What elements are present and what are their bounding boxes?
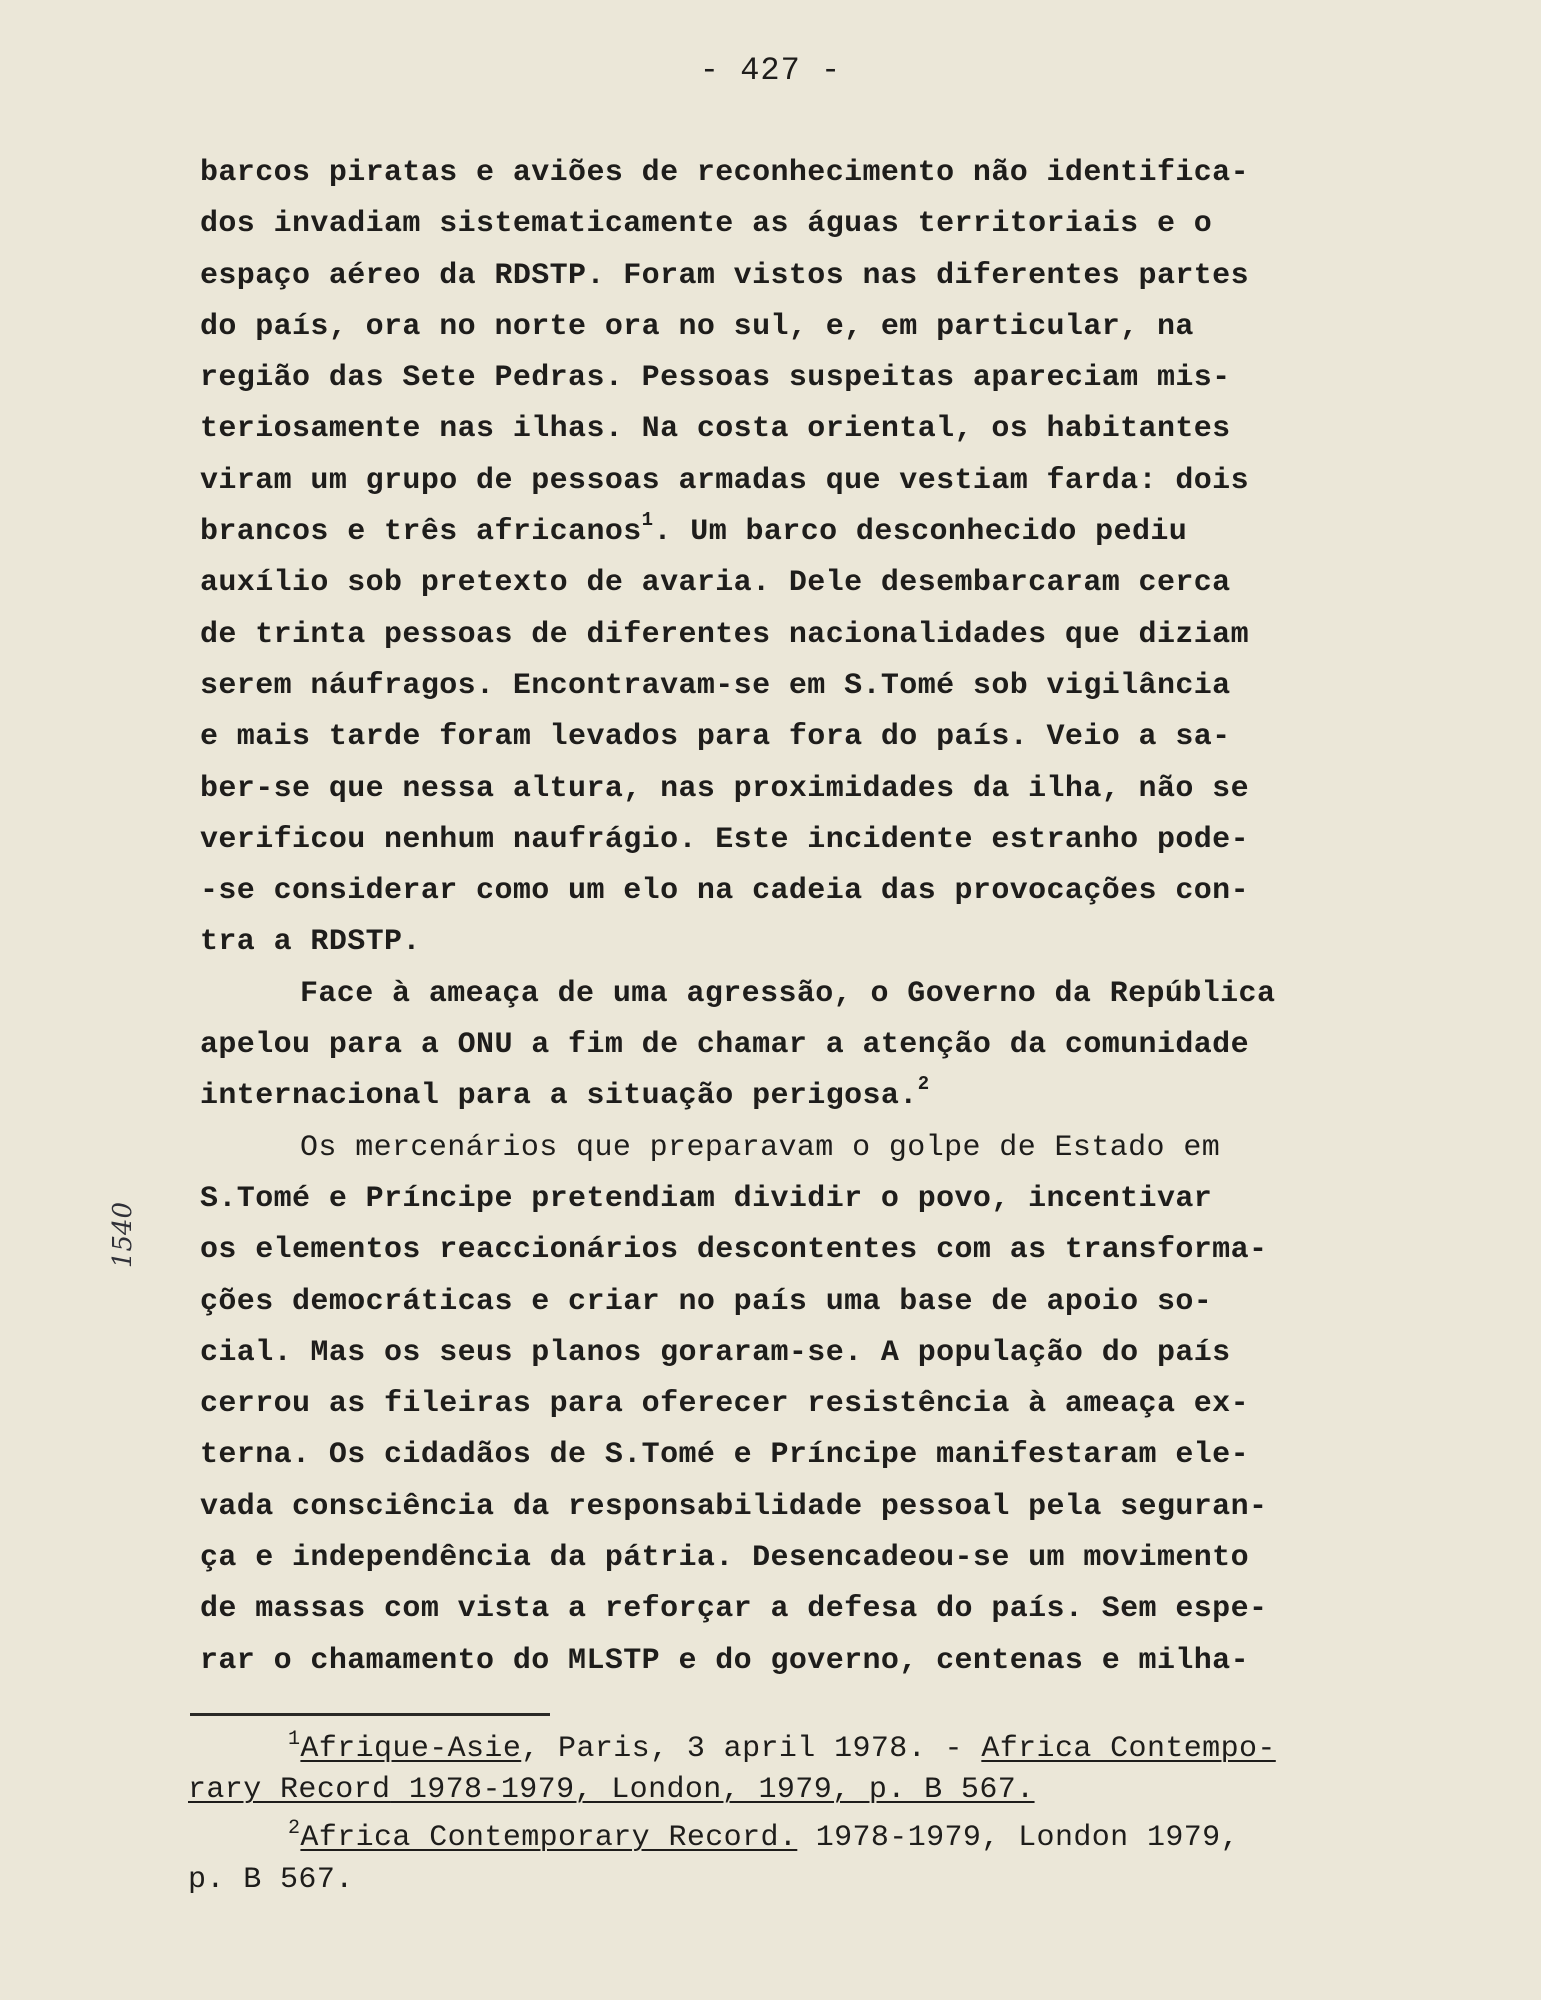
footnote-2-details-2: p. B 567. <box>188 1863 354 1897</box>
text-line <box>200 456 1410 507</box>
text-line <box>200 1430 1410 1481</box>
text-line <box>200 712 1410 763</box>
text-line-content: terna. Os cidadãos de S.Tomé e Príncipe manifestaram ele- <box>200 1438 1249 1473</box>
text-line <box>200 1328 1410 1379</box>
footnote-2-marker: 2 <box>288 1817 301 1840</box>
text-line <box>200 251 1410 302</box>
text-line-content: região das Sete Pedras. Pessoas suspeitas apareciam mis- <box>200 361 1231 396</box>
footnotes <box>188 1728 1438 1900</box>
footnote-2-title: Africa Contemporary Record. <box>300 1821 798 1855</box>
text-line-content: rar o chamamento do MLSTP e do governo, centenas e milha- <box>200 1643 1249 1678</box>
text-line <box>200 1584 1410 1635</box>
text-line-content: -se considerar como um elo na cadeia das provocações con- <box>200 874 1249 909</box>
text-line-continuation: . Um barco desconhecido pediu <box>653 515 1188 550</box>
text-line-content: tra a RDSTP. <box>200 925 421 960</box>
text-line-content: viram um grupo de pessoas armadas que vestiam farda: dois <box>200 463 1249 498</box>
text-line-content: cerrou as fileiras para oferecer resistência à ameaça ex- <box>200 1387 1249 1422</box>
text-line-content: cial. Mas os seus planos goraram-se. A população do país <box>200 1335 1231 1370</box>
text-line-content: verificou nenhum naufrágio. Este incidente estranho pode- <box>200 822 1249 857</box>
margin-note <box>108 1190 138 1280</box>
text-line-content: internacional para a situação perigosa. <box>200 1079 918 1114</box>
text-line <box>200 1379 1410 1430</box>
text-line-content: de trinta pessoas de diferentes nacionalidades que diziam <box>200 617 1249 652</box>
text-line <box>200 1636 1410 1687</box>
text-line-content: auxílio sob pretexto de avaria. Dele desembarcaram cerca <box>200 566 1231 601</box>
footnote-1-title2-end: rary Record <box>188 1773 391 1807</box>
text-line-content: ções democráticas e criar no país uma base de apoio so- <box>200 1284 1213 1319</box>
text-line <box>200 610 1410 661</box>
footnote-reference: 2 <box>917 1073 930 1096</box>
text-line <box>200 1174 1410 1225</box>
text-line-content: ber-se que nessa altura, nas proximidades da ilha, não se <box>200 771 1249 806</box>
text-line <box>200 1225 1410 1276</box>
footnote-1-details: , Paris, 3 april 1978. - <box>521 1732 982 1766</box>
text-line <box>200 1277 1410 1328</box>
text-line-content: vada consciência da responsabilidade pessoal pela seguran- <box>200 1489 1268 1524</box>
footnote-2-line-1 <box>188 1816 1438 1860</box>
text-line <box>200 148 1410 199</box>
text-line <box>200 199 1410 250</box>
text-line-content: S.Tomé e Príncipe pretendiam dividir o povo, incentivar <box>200 1181 1213 1216</box>
text-line <box>200 1482 1410 1533</box>
text-line-content: serem náufragos. Encontravam-se em S.Tomé sob vigilância <box>200 668 1231 703</box>
text-line <box>200 353 1410 404</box>
footnote-2-line-2 <box>188 1860 1438 1900</box>
text-line-content: os elementos reaccionários descontentes com as transforma- <box>200 1233 1268 1268</box>
text-line <box>200 1533 1410 1584</box>
text-line <box>200 969 1410 1020</box>
footnote-reference: 1 <box>641 509 654 532</box>
footnote-rule <box>190 1713 550 1716</box>
text-line <box>200 764 1410 815</box>
text-line-content: barcos piratas e aviões de reconhecimento não identifica- <box>200 156 1249 190</box>
text-line-content: brancos e três africanos <box>200 515 642 550</box>
text-line <box>200 302 1410 353</box>
text-line <box>200 1071 1410 1122</box>
text-line <box>200 917 1410 968</box>
footnote-1-line-2 <box>188 1770 1438 1810</box>
text-line-content: apelou para a ONU a fim de chamar a atenção da comunidade <box>200 1028 1249 1063</box>
text-line-content: e mais tarde foram levados para fora do país. Veio a sa- <box>200 720 1231 755</box>
body-text <box>200 148 1410 1687</box>
text-line-content: dos invadiam sistematicamente as águas territoriais e o <box>200 207 1213 242</box>
text-line <box>200 404 1410 455</box>
footnote-1-line-1 <box>188 1728 1438 1770</box>
footnote-2-details: 1978-1979, London 1979, <box>797 1821 1239 1855</box>
text-line <box>200 1123 1410 1174</box>
text-line-content: espaço aéreo da RDSTP. Foram vistos nas diferentes partes <box>200 258 1249 293</box>
text-line <box>200 507 1410 558</box>
text-line-content: teriosamente nas ilhas. Na costa oriental, os habitantes <box>200 412 1231 447</box>
text-line-content: de massas com vista a reforçar a defesa do país. Sem espe- <box>200 1592 1268 1627</box>
footnote-1-title: Afrique-Asie <box>300 1732 522 1766</box>
page-number: - 427 - <box>699 52 842 89</box>
text-line <box>200 558 1410 609</box>
footnote-1-marker: 1 <box>288 1728 301 1751</box>
text-line <box>200 866 1410 917</box>
text-line-content: Os mercenários que preparavam o golpe de Estado em <box>300 1130 1221 1165</box>
footnote-1-details-2: 1978-1979, London, 1979, p. B 567. <box>390 1773 1035 1807</box>
footnote-1-title2-start: Africa Contempo- <box>981 1732 1276 1766</box>
text-line-content: ça e independência da pátria. Desencadeou-se um movimento <box>200 1541 1249 1576</box>
text-line <box>200 1020 1410 1071</box>
text-line <box>200 815 1410 866</box>
text-line-content: Face à ameaça de uma agressão, o Governo da República <box>300 976 1276 1011</box>
margin-note-text: 1540 <box>108 1201 138 1269</box>
text-line-content: do país, ora no norte ora no sul, e, em particular, na <box>200 309 1194 344</box>
text-line <box>200 661 1410 712</box>
